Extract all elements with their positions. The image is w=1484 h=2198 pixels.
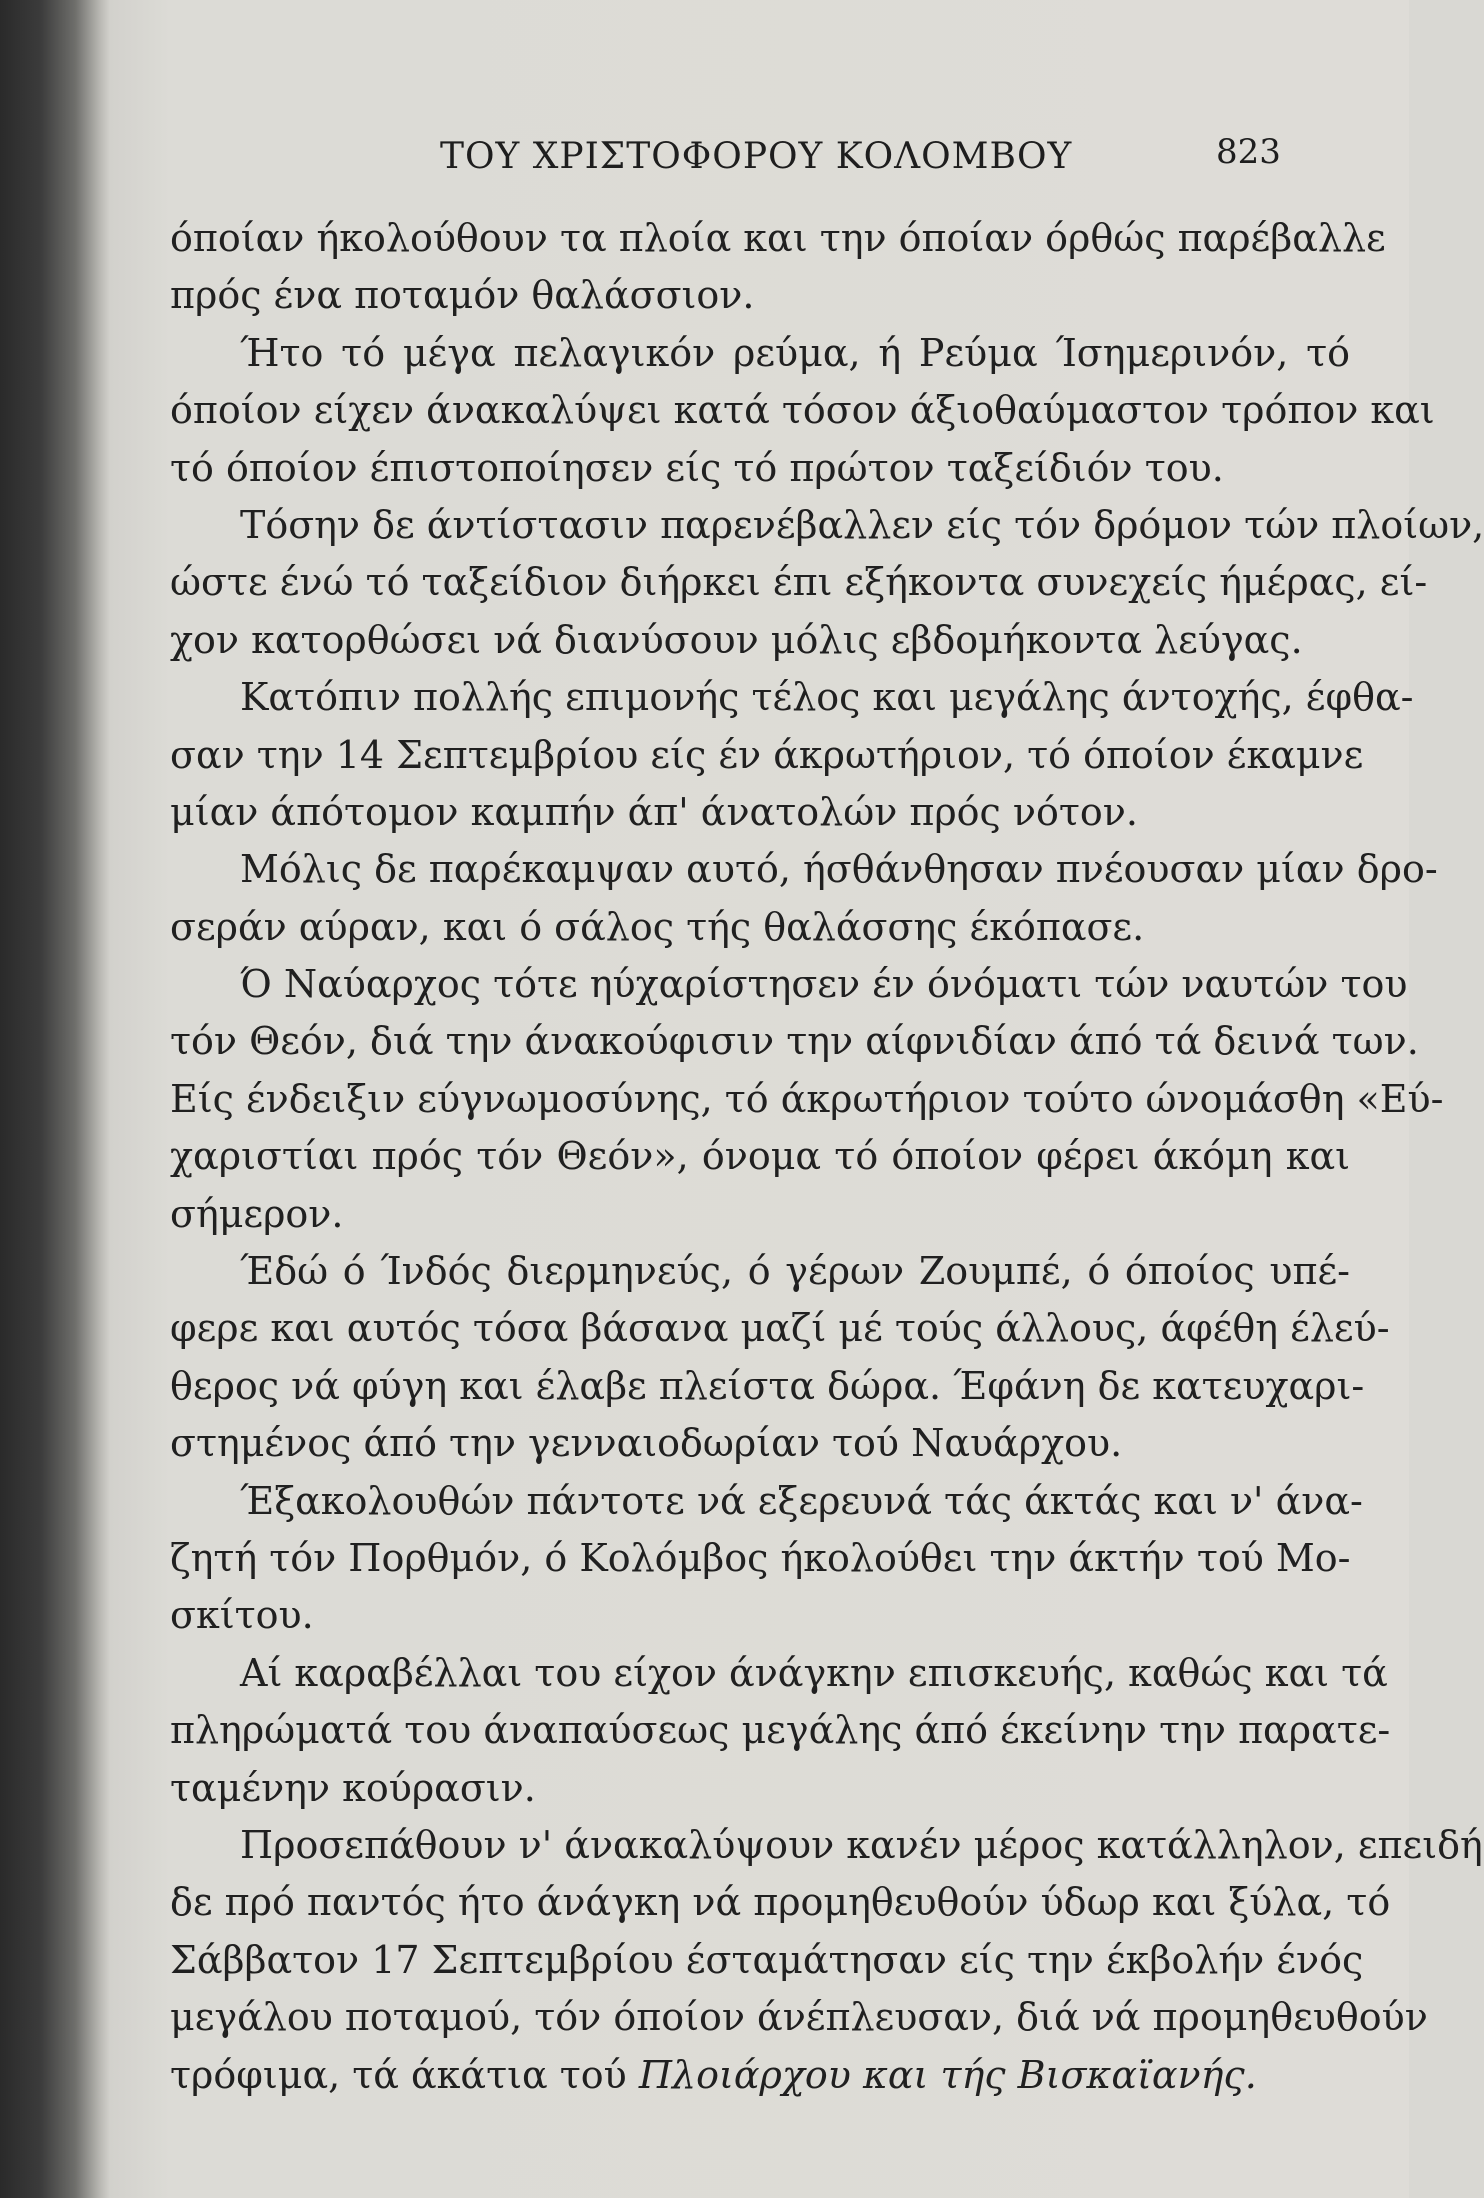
text-line: Είς ένδειξιν εύγνωμοσύνης, τό άκρωτήριον τούτο ώνομάσθη «Εύ- [170, 1076, 1444, 1121]
text-line: μεγάλου ποταμού, τόν όποίον άνέπλευσαν, διά νά προμηθευθούν [170, 1995, 1428, 2040]
text-line: Έξακολουθών πάντοτε νά εξερευνά τάς άκτάς και ν' άνα- [240, 1478, 1363, 1523]
text-line: φερε και αυτός τόσα βάσανα μαζί μέ τούς άλλους, άφέθη έλεύ- [170, 1306, 1390, 1351]
page-number: 823 [1216, 132, 1281, 172]
text-line: Σάββατον 17 Σεπτεμβρίου έσταμάτησαν είς την έκβολήν ένός [170, 1937, 1364, 1982]
book-gutter [0, 0, 110, 2198]
text-line-final [170, 2047, 1350, 2104]
text-line: ώστε ένώ τό ταξείδιον διήρκει έπι εξήκοντα συνεχείς ήμέρας, εί- [170, 560, 1428, 605]
body-text [170, 210, 1484, 2104]
text-line: ζητή τόν Πορθμόν, ό Κολόμβος ήκολούθει την άκτήν τού Μο- [170, 1535, 1351, 1580]
text-line: όποίαν ήκολούθουν τα πλοία και την όποίαν όρθώς παρέβαλλε [170, 216, 1386, 260]
text-line: Αί καραβέλλαι του είχον άνάγκην επισκευής, καθώς και τά [240, 1650, 1388, 1695]
final-line-text: τρόφιμα, τά άκάτια τού [170, 2052, 627, 2097]
text-line: στημένος άπό την γενναιοδωρίαν τού Ναυάρχου. [170, 1421, 1123, 1466]
text-line: όποίον είχεν άνακαλύψει κατά τόσον άξιοθαύμαστον τρόπον και [170, 388, 1435, 433]
text-line: Ό Ναύαρχος τότε ηύχαρίστησεν έν όνόματι τών ναυτών του [240, 962, 1408, 1007]
italic-phrase: Πλοιάρχου και τής Βισκαϊανής. [638, 2052, 1257, 2097]
text-line: θερος νά φύγη και έλαβε πλείστα δώρα. Έφάνη δε κατευχαρι- [170, 1363, 1365, 1408]
text-line: δε πρό παντός ήτο άνάγκη νά προμηθευθούν ύδωρ και ξύλα, τό [170, 1880, 1391, 1925]
text-line: σήμερον. [170, 1191, 344, 1236]
text-line: Μόλις δε παρέκαμψαν αυτό, ήσθάνθησαν πνέουσαν μίαν δρο- [240, 847, 1438, 892]
text-line: Κατόπιν πολλής επιμονής τέλος και μεγάλης άντοχής, έφθα- [240, 675, 1414, 720]
running-title: ΤΟΥ ΧΡΙΣΤΟΦΟΡΟΥ ΚΟΛΟΜΒΟΥ [440, 136, 1073, 177]
text-line: σεράν αύραν, και ό σάλος τής θαλάσσης έκόπασε. [170, 904, 1145, 949]
text-line: τό όποίον έπιστοποίησεν είς τό πρώτον ταξείδιόν του. [170, 445, 1224, 490]
text-line: Έδώ ό Ίνδός διερμηνεύς, ό γέρων Ζουμπέ, ό όποίος υπέ- [240, 1249, 1350, 1294]
book-page [110, 0, 1484, 2198]
text-line: πρός ένα ποταμόν θαλάσσιον. [170, 273, 755, 318]
text-line: χαριστίαι πρός τόν Θεόν», όνομα τό όποίον φέρει άκόμη και [170, 1134, 1350, 1179]
page-header [110, 132, 1409, 186]
text-line: σκίτου. [170, 1593, 314, 1638]
text-line: Ήτο τό μέγα πελαγικόν ρεύμα, ή Ρεύμα Ίσημερινόν, τό [240, 330, 1350, 375]
text-line: Τόσην δε άντίστασιν παρενέβαλλεν είς τόν δρόμον τών πλοίων, [240, 502, 1484, 547]
text-line: ταμένην κούρασιν. [170, 1765, 536, 1810]
text-line: χον κατορθώσει νά διανύσουν μόλις εβδομήκοντα λεύγας. [170, 617, 1303, 662]
text-line: σαν την 14 Σεπτεμβρίου είς έν άκρωτήριον, τό όποίον έκαμνε [170, 732, 1364, 777]
text-line: Προσεπάθουν ν' άνακαλύψουν κανέν μέρος κατάλληλον, επειδή [240, 1822, 1483, 1867]
text-line: τόν Θεόν, διά την άνακούφισιν την αίφνιδίαν άπό τά δεινά των. [170, 1019, 1419, 1064]
text-line: μίαν άπότομον καμπήν άπ' άνατολών πρός νότον. [170, 789, 1138, 834]
text-line: πληρώματά του άναπαύσεως μεγάλης άπό έκείνην την παρατε- [170, 1708, 1391, 1753]
